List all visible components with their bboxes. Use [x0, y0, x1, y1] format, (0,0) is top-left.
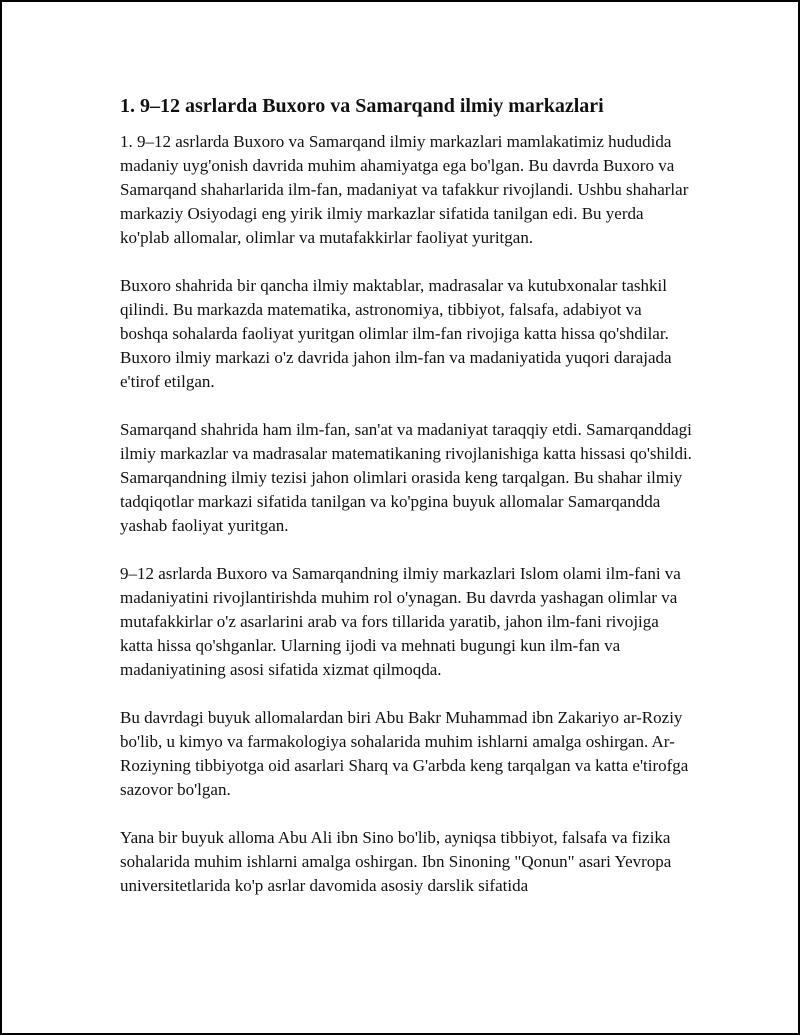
paragraph-2: Buxoro shahrida bir qancha ilmiy maktablar, madrasalar va kutubxonalar tashkil qilindi. Bu markazda matematika, astronomiya, tibbiyot, falsafa, adabiyot va boshqa sohalarda faoliyat yuritgan olimlar ilm-fan rivojiga katta hissa qo'shdilar. Buxoro ilmiy markazi o'z davrida jahon ilm-fan va madaniyatida yuqori darajada e'tirof etilgan. [120, 276, 672, 391]
paragraph-6: Yana bir buyuk alloma Abu Ali ibn Sino bo'lib, ayniqsa tibbiyot, falsafa va fizika sohalarida muhim ishlarni amalga oshirgan. Ibn Sinoning "Qonun" asari Yevropa universitetlarida ko'p asrlar davomida asosiy darslik sifatida [120, 828, 672, 895]
paragraph-4: 9–12 asrlarda Buxoro va Samarqandning ilmiy markazlari Islom olami ilm-fani va madaniyatini rivojlantirishda muhim rol o'ynagan. Bu davrda yashagan olimlar va mutafakkirlar o'z asarlarini arab va fors tillarida yaratib, jahon ilm-fani rivojiga katta hissa qo'shganlar. Ularning ijodi va mehnati bugungi kun ilm-fan va madaniyatining asosi sifatida xizmat qilmoqda. [120, 564, 681, 679]
paragraph-5: Bu davrdagi buyuk allomalardan biri Abu Bakr Muhammad ibn Zakariyo ar-Roziy bo'lib, u kimyo va farmakologiya sohalarida muhim ishlarni amalga oshirgan. Ar-Roziyning tibbiyotga oid asarlari Sharq va G'arbda keng tarqalgan va katta e'tirofga sazovor bo'lgan. [120, 708, 689, 799]
document-title: 1. 9–12 asrlarda Buxoro va Samarqand ilmiy markazlari [120, 95, 604, 117]
paragraph-3: Samarqand shahrida ham ilm-fan, san'at va madaniyat taraqqiy etdi. Samarqanddagi ilmiy markazlar va madrasalar matematikaning rivojlanishiga katta hissasi qo'shildi. Samarqandning ilmiy tezisi jahon olimlari orasida keng tarqalgan. Bu shahar ilmiy tadqiqotlar markazi sifatida tanilgan va ko'pgina buyuk allomalar Samarqandda yashab faoliyat yuritgan. [120, 420, 692, 535]
document-body [120, 92, 692, 922]
paragraph-1: 1. 9–12 asrlarda Buxoro va Samarqand ilmiy markazlari mamlakatimiz hududida madaniy uyg'onish davrida muhim ahamiyatga ega bo'lgan. Bu davrda Buxoro va Samarqand shaharlarida ilm-fan, madaniyat va tafakkur rivojlandi. Ushbu shaharlar markaziy Osiyodagi eng yirik ilmiy markazlar sifatida tanilgan edi. Bu yerda ko'plab allomalar, olimlar va mutafakkirlar faoliyat yuritgan. [120, 132, 689, 247]
